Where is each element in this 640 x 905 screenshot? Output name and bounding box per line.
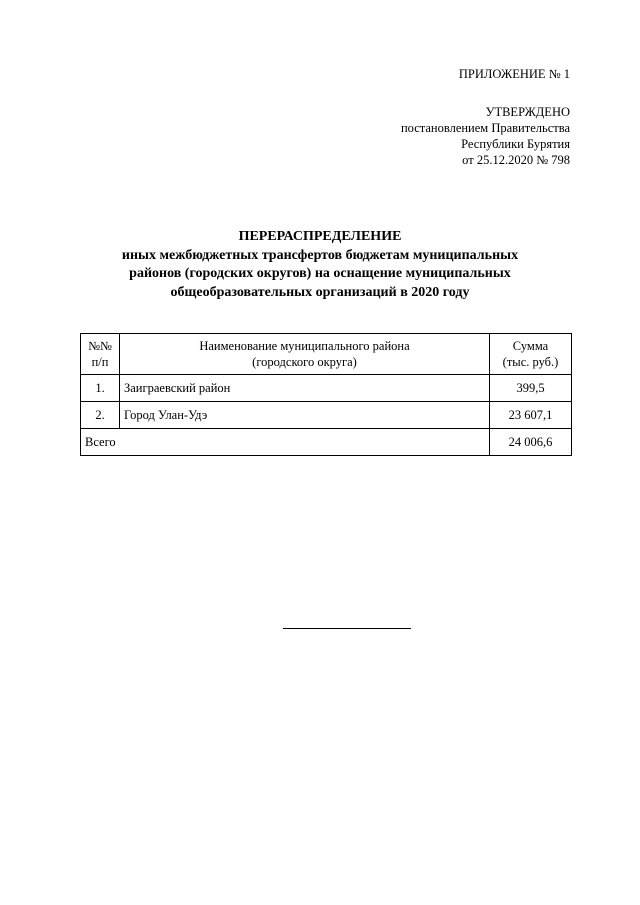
title-subline-2: районов (городских округов) на оснащение муниципальных: [129, 266, 511, 281]
table-total-row: [81, 429, 572, 456]
header-sum-line2: (тыс. руб.): [502, 355, 559, 369]
total-label: Всего: [81, 429, 490, 456]
title-subline-1: иных межбюджетных трансфертов бюджетам муниципальных: [121, 247, 519, 263]
closing-line: [283, 628, 411, 629]
row-number: 2.: [81, 402, 120, 429]
header-number-line1: №№: [88, 339, 112, 353]
title-main: ПЕРЕРАСПРЕДЕЛЕНИЕ: [238, 229, 402, 244]
annex-number: ПРИЛОЖЕНИЕ № 1: [458, 67, 570, 81]
header-sum: [490, 334, 572, 375]
total-sum: 24 006,6: [490, 429, 572, 456]
table-row: [81, 375, 572, 402]
row-sum: 399,5: [490, 375, 572, 402]
table-row: [81, 402, 572, 429]
header-name-line2: (городского округа): [252, 355, 357, 369]
document-title: [60, 228, 580, 302]
approval-date-number: от 25.12.2020 № 798: [462, 153, 570, 167]
approved-label: УТВЕРЖДЕНО: [485, 105, 570, 119]
header-name: [120, 334, 490, 375]
approved-by-line: постановлением Правительства: [400, 121, 570, 135]
row-name: Заиграевский район: [120, 375, 490, 402]
table-header-row: [81, 334, 572, 375]
row-number: 1.: [81, 375, 120, 402]
header-number-line2: п/п: [91, 355, 109, 369]
approved-republic-line: Республики Бурятия: [461, 137, 570, 151]
header-sum-line1: Сумма: [512, 339, 549, 353]
allocation-table: [80, 333, 572, 456]
row-sum: 23 607,1: [490, 402, 572, 429]
header-number: [81, 334, 120, 375]
approval-header: [310, 66, 570, 168]
row-name: Город Улан-Удэ: [120, 402, 490, 429]
header-name-line1: Наименование муниципального района: [199, 339, 410, 353]
title-subline-3: общеобразовательных организаций в 2020 году: [170, 284, 470, 300]
